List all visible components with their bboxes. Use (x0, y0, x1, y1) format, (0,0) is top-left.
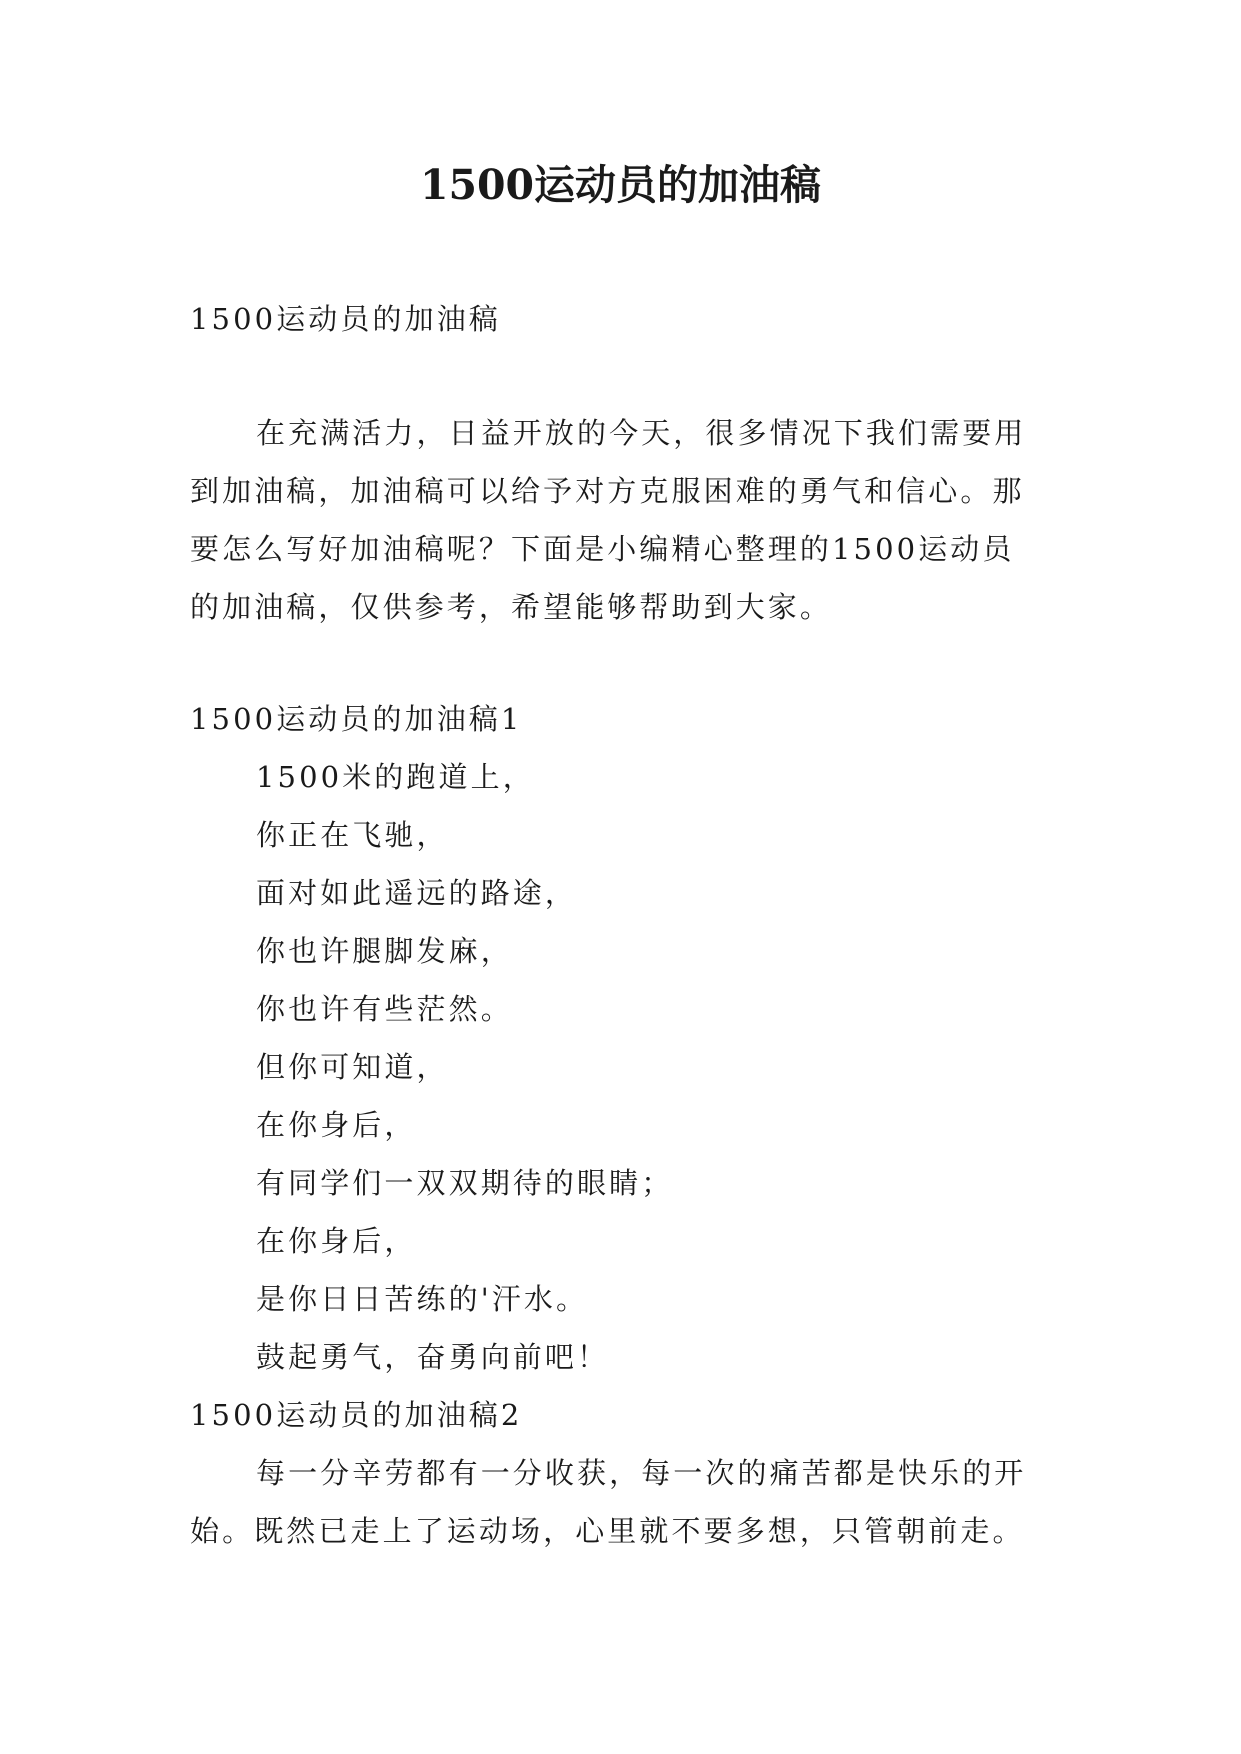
poem-line: 你也许腿脚发麻， (256, 934, 513, 968)
paragraph-line: 始。既然已走上了运动场，心里就不要多想，只管朝前走。 (190, 1514, 1025, 1548)
poem-line: 你也许有些茫然。 (256, 992, 513, 1026)
poem-line: 是你日日苦练的'汗水。 (256, 1282, 589, 1316)
poem-line: 1500米的跑道上， (256, 760, 535, 794)
speech-sections (190, 690, 1070, 1560)
poem-line: 在你身后， (256, 1224, 417, 1258)
section-heading: 1500运动员的加油稿1 (190, 702, 523, 736)
subtitle-line: 1500运动员的加油稿 (190, 302, 501, 336)
section-heading: 1500运动员的加油稿2 (190, 1398, 523, 1432)
poem-line: 有同学们一双双期待的眼睛； (256, 1166, 674, 1200)
poem-line: 但你可知道， (256, 1050, 449, 1084)
poem-line: 在你身后， (256, 1108, 417, 1142)
intro-line: 的加油稿，仅供参考，希望能够帮助到大家。 (190, 590, 833, 624)
intro-line: 到加油稿，加油稿可以给予对方克服困难的勇气和信心。那 (190, 474, 1025, 508)
document-title: 1500运动员的加油稿 (419, 161, 822, 209)
intro-paragraph (190, 404, 1070, 636)
paragraph-line: 每一分辛劳都有一分收获，每一次的痛苦都是快乐的开 (256, 1456, 1027, 1490)
intro-line: 在充满活力，日益开放的今天，很多情况下我们需要用 (256, 416, 1027, 450)
poem-line: 你正在飞驰， (256, 818, 449, 852)
document-subtitle (190, 290, 1070, 348)
poem-line: 鼓起勇气，奋勇向前吧！ (256, 1340, 610, 1374)
intro-line: 要怎么写好加油稿呢？下面是小编精心整理的1500运动员 (190, 532, 1015, 566)
poem-line: 面对如此遥远的路途， (256, 876, 578, 910)
